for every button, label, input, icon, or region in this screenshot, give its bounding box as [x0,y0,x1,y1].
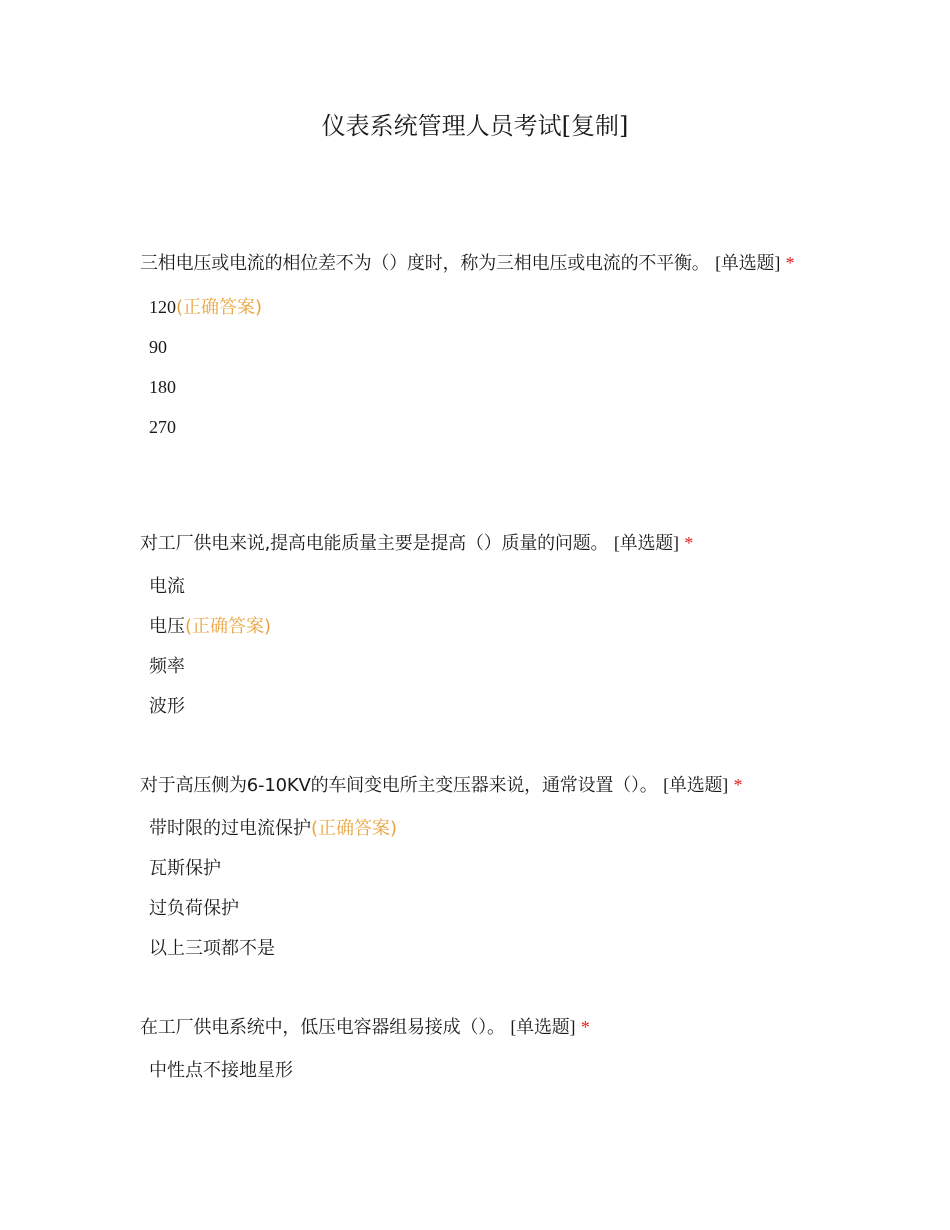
page-title: 仪表系统管理人员考试[复制] [321,112,629,140]
question-stem [140,1012,800,1043]
required-mark: * [580,1017,590,1037]
option-item[interactable] [149,857,800,881]
question-text: 对于高压侧为6-10KV的车间变电所主变压器来说，通常设置（）。 [140,775,658,796]
option-text: 带时限的过电流保护 [149,818,311,839]
option-item[interactable] [149,335,800,359]
option-list [140,295,800,439]
option-item[interactable] [149,615,800,639]
option-text: 90 [149,337,167,357]
option-item[interactable] [149,937,800,961]
option-text: 电压 [149,616,185,637]
option-list [140,1059,800,1083]
required-mark: * [684,533,694,553]
question-type-label: [单选题] [613,533,679,553]
option-item[interactable] [149,655,800,679]
required-mark: * [733,775,743,795]
option-text: 瓦斯保护 [149,858,221,879]
question-text: 在工厂供电系统中，低压电容器组易接成（）。 [140,1017,505,1038]
question-2 [140,528,800,735]
question-3 [140,770,800,977]
option-list [140,575,800,719]
option-item[interactable] [149,295,800,319]
option-text: 以上三项都不是 [149,938,275,959]
option-item[interactable] [149,415,800,439]
question-text: 对工厂供电来说,提高电能质量主要是提高（）质量的问题。 [140,533,609,554]
option-item[interactable] [149,817,800,841]
question-stem [140,248,800,279]
option-list [140,817,800,961]
question-1 [140,248,800,455]
question-type-label: [单选题] [663,775,729,795]
option-item[interactable] [149,375,800,399]
question-stem [140,770,800,801]
option-item[interactable] [149,575,800,599]
option-text: 电流 [149,576,185,597]
option-text: 中性点不接地星形 [149,1060,293,1081]
question-type-label: [单选题] [510,1017,576,1037]
option-text: 波形 [149,696,185,717]
option-text: 180 [149,377,176,397]
option-text: 120 [149,297,176,317]
option-item[interactable] [149,1059,800,1083]
correct-answer-mark: (正确答案) [185,616,272,637]
correct-answer-mark: (正确答案) [311,818,398,839]
correct-answer-mark: (正确答案) [176,297,263,318]
option-text: 270 [149,417,176,437]
question-text: 三相电压或电流的相位差不为（）度时，称为三相电压或电流的不平衡。 [140,253,710,274]
question-stem [140,528,800,559]
option-text: 频率 [149,656,185,677]
option-item[interactable] [149,695,800,719]
option-text: 过负荷保护 [149,898,239,919]
option-item[interactable] [149,897,800,921]
question-type-label: [单选题] [715,253,781,273]
required-mark: * [785,253,795,273]
question-4 [140,1012,800,1099]
